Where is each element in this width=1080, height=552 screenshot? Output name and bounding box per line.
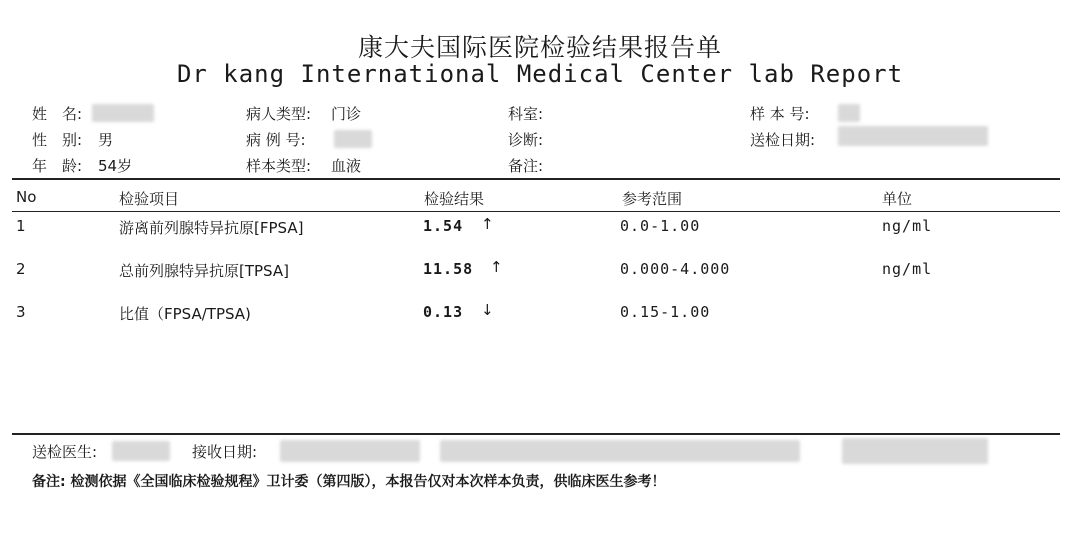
diagnosis-label: 诊断: — [508, 131, 544, 149]
age-value: 54岁 — [98, 157, 133, 175]
gender-label: 性 别: — [32, 131, 83, 149]
up-arrow-icon: ↑ — [490, 258, 503, 276]
table-row-result: 1.54 — [423, 217, 464, 235]
received-date-redacted — [280, 440, 420, 462]
report-note: 备注: 检测依据《全国临床检验规程》卫计委（第四版），本报告仅对本次样本负责，供临床医生参考！ — [32, 474, 666, 490]
table-row-no: 1 — [16, 217, 26, 235]
table-row-item: 总前列腺特异抗原[TPSA] — [119, 262, 289, 280]
table-row-unit: ng/ml — [882, 217, 933, 235]
name-label: 姓 名: — [32, 105, 83, 123]
table-row-range: 0.000-4.000 — [620, 260, 731, 278]
table-header-rule — [12, 211, 1060, 212]
footer-redacted-2 — [842, 438, 988, 464]
table-row-no: 2 — [16, 260, 26, 278]
table-row-result: 0.13 — [423, 303, 464, 321]
remark-label: 备注: — [508, 157, 544, 175]
col-header-range: 参考范围 — [622, 190, 683, 208]
sent-date-label: 送检日期: — [750, 131, 816, 149]
table-row-range: 0.0-1.00 — [620, 217, 701, 235]
report-title-en: Dr kang International Medical Center lab Report — [176, 60, 904, 88]
table-row-item: 游离前列腺特异抗原[FPSA] — [119, 219, 304, 237]
col-header-result: 检验结果 — [424, 190, 485, 208]
age-label: 年 龄: — [32, 157, 83, 175]
col-header-unit: 单位 — [882, 190, 913, 208]
patient-type-label: 病人类型: — [246, 105, 312, 123]
table-row-result: 11.58 — [423, 260, 474, 278]
sample-no-label: 样 本 号: — [750, 105, 810, 123]
received-date-label: 接收日期: — [192, 443, 258, 461]
table-top-rule — [12, 178, 1060, 180]
name-redacted — [92, 104, 154, 122]
table-row-unit: ng/ml — [882, 260, 933, 278]
report-title-cn: 康大夫国际医院检验结果报告单 — [357, 33, 722, 62]
sample-no-redacted — [838, 104, 860, 122]
col-header-no: No — [16, 188, 37, 206]
sample-type-value: 血液 — [331, 157, 362, 175]
col-header-item: 检验项目 — [119, 190, 180, 208]
up-arrow-icon: ↑ — [481, 215, 494, 233]
case-no-redacted — [334, 130, 372, 148]
sample-type-label: 样本类型: — [246, 157, 312, 175]
patient-type-value: 门诊 — [331, 105, 362, 123]
sent-date-redacted — [838, 126, 988, 146]
table-row-no: 3 — [16, 303, 26, 321]
down-arrow-icon: ↓ — [481, 301, 494, 319]
footer-redacted-1 — [440, 440, 800, 462]
table-row-item: 比值（FPSA/TPSA) — [119, 305, 251, 323]
department-label: 科室: — [508, 105, 544, 123]
gender-value: 男 — [98, 131, 114, 149]
doctor-label: 送检医生: — [32, 443, 98, 461]
footer-top-rule — [12, 433, 1060, 435]
doctor-redacted — [112, 441, 170, 461]
table-row-range: 0.15-1.00 — [620, 303, 711, 321]
case-no-label: 病 例 号: — [246, 131, 306, 149]
